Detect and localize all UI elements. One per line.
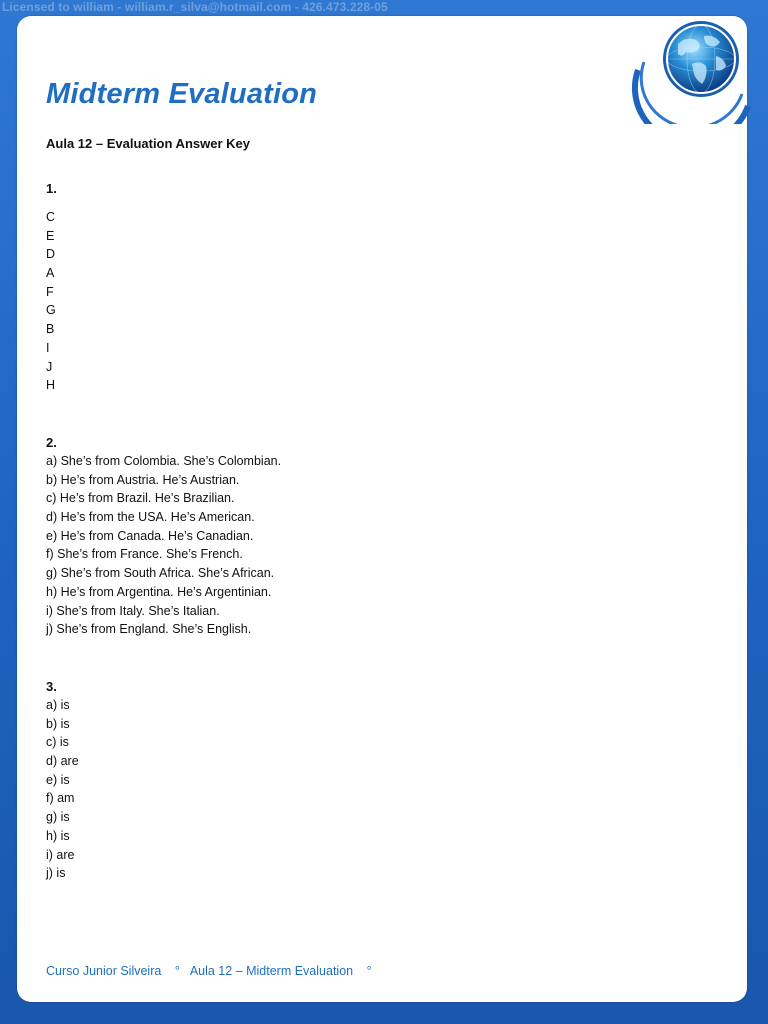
- list-item: h) He’s from Argentina. He’s Argentinian.: [46, 584, 272, 599]
- list-item: j) is: [46, 866, 66, 881]
- list-item: i) She’s from Italy. She’s Italian.: [46, 603, 220, 618]
- page-title: Midterm Evaluation: [46, 78, 318, 110]
- footer-school: Curso Junior Silveira: [46, 964, 162, 978]
- footer-trail: °: [366, 964, 372, 978]
- list-item: I: [46, 340, 50, 355]
- list-item: e) is: [46, 772, 70, 787]
- list-item: F: [46, 284, 54, 299]
- section-1-list: [46, 208, 56, 395]
- list-item: B: [46, 322, 55, 337]
- list-item: g) She’s from South Africa. She’s African.: [46, 566, 275, 581]
- footer-separator: °: [174, 964, 180, 978]
- list-item: d) He’s from the USA. He’s American.: [46, 510, 255, 525]
- page-footer: [46, 964, 382, 978]
- section-2-heading: 2.: [46, 435, 57, 450]
- list-item: e) He’s from Canada. He’s Canadian.: [46, 528, 254, 543]
- list-item: i) are: [46, 847, 75, 862]
- footer-lesson: Aula 12 – Midterm Evaluation: [189, 964, 354, 978]
- list-item: f) She’s from France. She’s French.: [46, 547, 243, 562]
- list-item: E: [46, 228, 55, 243]
- list-item: b) is: [46, 716, 70, 731]
- list-item: c) is: [46, 735, 69, 750]
- section-3-list: [46, 696, 79, 883]
- page-subtitle: Aula 12 – Evaluation Answer Key: [46, 136, 250, 151]
- list-item: C: [46, 210, 56, 224]
- list-item: d) are: [46, 754, 79, 769]
- list-item: j) She’s from England. She’s English.: [46, 622, 252, 637]
- section-1-heading: 1.: [46, 181, 57, 196]
- license-watermark: Licensed to william - william.r_silva@hotmail.com - 426.473.228-05: [2, 0, 388, 14]
- list-item: H: [46, 378, 56, 393]
- list-item: c) He’s from Brazil. He’s Brazilian.: [46, 491, 235, 506]
- globe-icon: [630, 14, 752, 124]
- list-item: a) is: [46, 698, 70, 712]
- list-item: G: [46, 303, 56, 318]
- list-item: a) She’s from Colombia. She’s Colombian.: [46, 454, 282, 468]
- section-2-list: [46, 452, 281, 639]
- list-item: h) is: [46, 828, 70, 843]
- list-item: A: [46, 266, 55, 281]
- list-item: f) am: [46, 791, 75, 806]
- section-3-heading: 3.: [46, 679, 57, 694]
- list-item: g) is: [46, 810, 70, 825]
- list-item: b) He’s from Austria. He’s Austrian.: [46, 472, 240, 487]
- list-item: D: [46, 247, 56, 262]
- list-item: J: [46, 359, 53, 374]
